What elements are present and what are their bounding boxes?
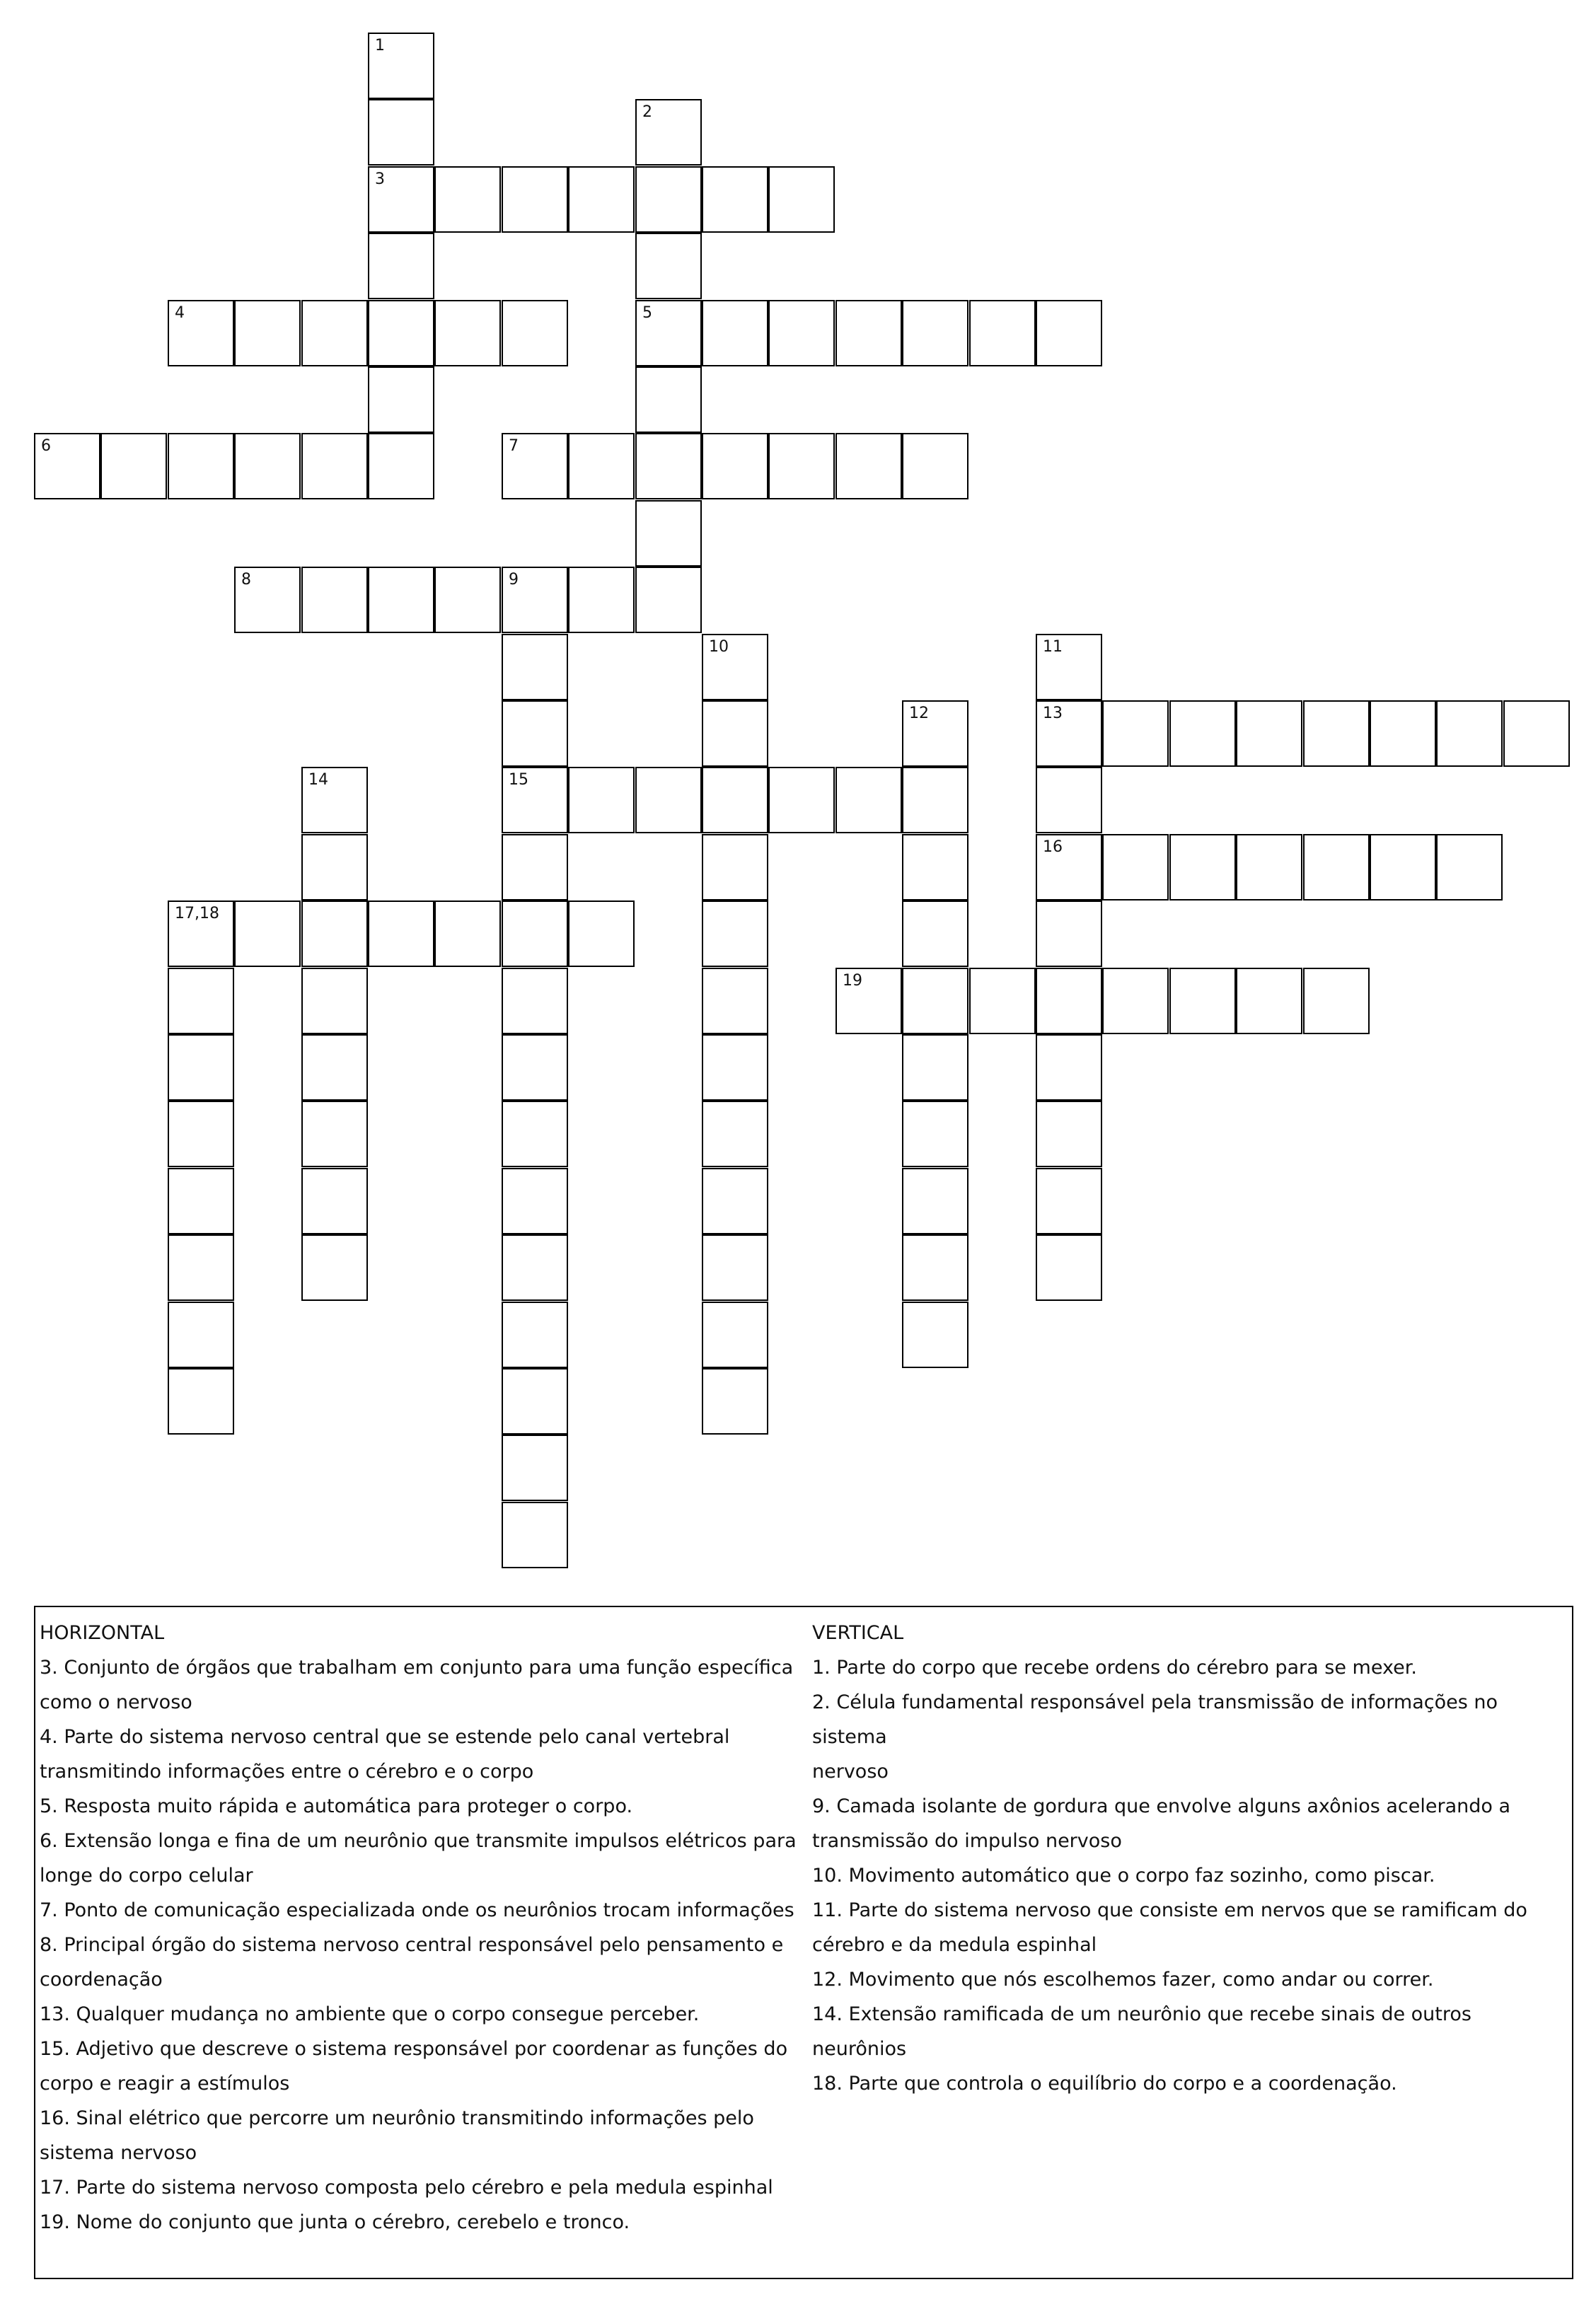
- crossword-cell[interactable]: [1303, 968, 1370, 1034]
- crossword-cell[interactable]: [301, 433, 368, 499]
- horizontal-clue-line: 3. Conjunto de órgãos que trabalham em conjunto para uma função específica: [40, 1657, 794, 1679]
- crossword-cell[interactable]: [635, 500, 702, 567]
- crossword-cell[interactable]: [768, 300, 835, 366]
- crossword-cell[interactable]: [301, 901, 368, 967]
- clue-number: 8: [241, 571, 251, 589]
- horizontal-clue-line: 13. Qualquer mudança no ambiente que o corpo consegue perceber.: [40, 2003, 700, 2025]
- crossword-cell[interactable]: [635, 567, 702, 633]
- crossword-cell[interactable]: [1036, 634, 1102, 700]
- horizontal-clue-line: 6. Extensão longa e fina de um neurônio que transmite impulsos elétricos para: [40, 1830, 797, 1852]
- clue-number: 5: [642, 304, 652, 322]
- horizontal-clue-line: transmitindo informações entre o cérebro e o corpo: [40, 1761, 534, 1783]
- crossword-cell[interactable]: [1036, 300, 1102, 366]
- crossword-cell[interactable]: [768, 767, 835, 833]
- crossword-cell[interactable]: [902, 1168, 968, 1234]
- crossword-cell[interactable]: [1169, 700, 1236, 767]
- horizontal-clues: [40, 1616, 804, 2240]
- crossword-cell[interactable]: [368, 99, 434, 166]
- crossword-cell[interactable]: [301, 1168, 368, 1234]
- crossword-cell[interactable]: [1436, 834, 1503, 901]
- crossword-cell[interactable]: [702, 767, 768, 833]
- crossword-cell[interactable]: [902, 433, 968, 499]
- crossword-cell[interactable]: [635, 300, 702, 366]
- crossword-cell[interactable]: [434, 567, 501, 633]
- crossword-cell[interactable]: [301, 968, 368, 1034]
- clue-number: 7: [509, 437, 519, 455]
- clue-number: 6: [41, 437, 51, 455]
- crossword-cell[interactable]: [702, 700, 768, 767]
- crossword-cell[interactable]: [835, 433, 902, 499]
- horizontal-heading: HORIZONTAL: [40, 1622, 165, 1644]
- clue-number: 10: [709, 638, 729, 656]
- horizontal-clue-line: 15. Adjetivo que descreve o sistema responsável por coordenar as funções do: [40, 2038, 788, 2060]
- crossword-cell[interactable]: [1503, 700, 1570, 767]
- crossword-cell[interactable]: [835, 300, 902, 366]
- crossword-cell[interactable]: [502, 634, 568, 700]
- crossword-cell[interactable]: [434, 166, 501, 233]
- crossword-cell[interactable]: [702, 1168, 768, 1234]
- crossword-cell[interactable]: [768, 166, 835, 233]
- clue-number: 13: [1043, 705, 1063, 722]
- crossword-cell[interactable]: [702, 901, 768, 967]
- crossword-cell[interactable]: [502, 700, 568, 767]
- vertical-clue-line: 9. Camada isolante de gordura que envolve alguns axônios acelerando a: [812, 1795, 1511, 1817]
- crossword-cell[interactable]: [502, 1101, 568, 1167]
- clue-number: 15: [509, 771, 528, 789]
- crossword-cell[interactable]: [635, 99, 702, 166]
- crossword-cell[interactable]: [568, 567, 635, 633]
- crossword-cell[interactable]: [902, 300, 968, 366]
- clue-number: 1: [375, 37, 385, 54]
- crossword-cell[interactable]: [502, 433, 568, 499]
- crossword-cell[interactable]: [502, 767, 568, 833]
- crossword-cell[interactable]: [1036, 1234, 1102, 1301]
- crossword-cell[interactable]: [1370, 700, 1436, 767]
- crossword-cell[interactable]: [768, 433, 835, 499]
- crossword-cell[interactable]: [168, 901, 234, 967]
- crossword-cell[interactable]: [502, 901, 568, 967]
- crossword-cell[interactable]: [568, 166, 635, 233]
- crossword-cell[interactable]: [635, 233, 702, 299]
- crossword-cell[interactable]: [1036, 968, 1102, 1034]
- vertical-clue-line: 1. Parte do corpo que recebe ordens do cérebro para se mexer.: [812, 1657, 1417, 1679]
- horizontal-clue-line: coordenação: [40, 1969, 163, 1991]
- crossword-cell[interactable]: [502, 567, 568, 633]
- horizontal-clue-line: 5. Resposta muito rápida e automática para proteger o corpo.: [40, 1795, 633, 1817]
- crossword-cell[interactable]: [1370, 834, 1436, 901]
- crossword-cell[interactable]: [702, 1234, 768, 1301]
- crossword-cell[interactable]: [1169, 834, 1236, 901]
- crossword-cell[interactable]: [902, 1302, 968, 1368]
- crossword-cell[interactable]: [702, 1034, 768, 1101]
- clue-number: 9: [509, 571, 519, 589]
- vertical-clue-line: transmissão do impulso nervoso: [812, 1830, 1122, 1852]
- vertical-clue-line: 14. Extensão ramificada de um neurônio que recebe sinais de outros neurônios: [812, 2003, 1471, 2060]
- crossword-cell[interactable]: [368, 366, 434, 433]
- crossword-cell[interactable]: [702, 300, 768, 366]
- crossword-cell[interactable]: [434, 300, 501, 366]
- crossword-cell[interactable]: [168, 1302, 234, 1368]
- clue-number: 14: [308, 771, 328, 789]
- crossword-cell[interactable]: [301, 567, 368, 633]
- vertical-clue-line: 11. Parte do sistema nervoso que consiste em nervos que se ramificam do: [812, 1899, 1527, 1921]
- crossword-cell[interactable]: [301, 767, 368, 833]
- crossword-cell[interactable]: [1036, 901, 1102, 967]
- crossword-cell[interactable]: [1303, 834, 1370, 901]
- clue-number: 19: [843, 972, 862, 990]
- crossword-cell[interactable]: [301, 1101, 368, 1167]
- crossword-cell[interactable]: [902, 1234, 968, 1301]
- crossword-cell[interactable]: [902, 700, 968, 767]
- crossword-cell[interactable]: [1036, 700, 1102, 767]
- clue-number: 4: [175, 304, 185, 322]
- horizontal-clue-line: sistema nervoso: [40, 2142, 197, 2164]
- crossword-cell[interactable]: [502, 1034, 568, 1101]
- crossword-cell[interactable]: [835, 767, 902, 833]
- crossword-cell[interactable]: [635, 433, 702, 499]
- crossword-cell[interactable]: [702, 834, 768, 901]
- crossword-cell[interactable]: [368, 901, 434, 967]
- crossword-cell[interactable]: [1303, 700, 1370, 767]
- vertical-clue-line: 10. Movimento automático que o corpo faz sozinho, como piscar.: [812, 1865, 1435, 1887]
- crossword-cell[interactable]: [1102, 834, 1169, 901]
- crossword-cell[interactable]: [1036, 1101, 1102, 1167]
- crossword-cell[interactable]: [835, 968, 902, 1034]
- crossword-cell[interactable]: [168, 968, 234, 1034]
- horizontal-clue-line: 4. Parte do sistema nervoso central que se estende pelo canal vertebral: [40, 1726, 730, 1748]
- crossword-cell[interactable]: [368, 567, 434, 633]
- crossword-cell[interactable]: [1036, 767, 1102, 833]
- crossword-cell[interactable]: [301, 834, 368, 901]
- horizontal-clue-line: 8. Principal órgão do sistema nervoso central responsável pelo pensamento e: [40, 1934, 784, 1956]
- crossword-cell[interactable]: [368, 433, 434, 499]
- crossword-cell[interactable]: [702, 634, 768, 700]
- crossword-cell[interactable]: [368, 233, 434, 299]
- crossword-cell[interactable]: [568, 901, 635, 967]
- crossword-cell[interactable]: [902, 834, 968, 901]
- crossword-cell[interactable]: [434, 901, 501, 967]
- crossword-cell[interactable]: [301, 300, 368, 366]
- crossword-cell[interactable]: [502, 166, 568, 233]
- clue-number: 16: [1043, 838, 1063, 856]
- horizontal-clue-line: corpo e reagir a estímulos: [40, 2073, 290, 2095]
- crossword-cell[interactable]: [568, 767, 635, 833]
- crossword-cell[interactable]: [902, 767, 968, 833]
- crossword-cell[interactable]: [502, 1168, 568, 1234]
- crossword-cell[interactable]: [702, 1302, 768, 1368]
- crossword-cell[interactable]: [902, 901, 968, 967]
- horizontal-clue-line: 17. Parte do sistema nervoso composta pelo cérebro e pela medula espinhal: [40, 2177, 773, 2199]
- crossword-cell[interactable]: [568, 433, 635, 499]
- horizontal-clue-line: longe do corpo celular: [40, 1865, 253, 1887]
- crossword-cell[interactable]: [168, 1034, 234, 1101]
- crossword-cell[interactable]: [301, 1034, 368, 1101]
- clue-number: 12: [909, 705, 929, 722]
- crossword-cell[interactable]: [635, 166, 702, 233]
- vertical-clue-line: 18. Parte que controla o equilíbrio do corpo e a coordenação.: [812, 2073, 1397, 2095]
- crossword-cell[interactable]: [635, 767, 702, 833]
- crossword-cell[interactable]: [1102, 968, 1169, 1034]
- crossword-cell[interactable]: [1102, 700, 1169, 767]
- crossword-cell[interactable]: [902, 1034, 968, 1101]
- horizontal-clue-line: 19. Nome do conjunto que junta o cérebro, cerebelo e tronco.: [40, 2211, 630, 2233]
- crossword-cell[interactable]: [234, 901, 301, 967]
- crossword-cell[interactable]: [502, 300, 568, 366]
- clues-box: [34, 1606, 1573, 2279]
- vertical-clue-line: 12. Movimento que nós escolhemos fazer, como andar ou correr.: [812, 1969, 1434, 1991]
- crossword-cell[interactable]: [969, 968, 1036, 1034]
- vertical-clue-line: nervoso: [812, 1761, 889, 1783]
- crossword-cell[interactable]: [502, 968, 568, 1034]
- crossword-cell[interactable]: [502, 1302, 568, 1368]
- crossword-cell[interactable]: [34, 433, 100, 499]
- crossword-cell[interactable]: [1036, 1168, 1102, 1234]
- crossword-cell[interactable]: [502, 834, 568, 901]
- crossword-cell[interactable]: [168, 1234, 234, 1301]
- horizontal-clue-line: como o nervoso: [40, 1691, 192, 1713]
- crossword-cell[interactable]: [502, 1368, 568, 1435]
- clue-number: 2: [642, 103, 652, 121]
- crossword-cell[interactable]: [502, 1435, 568, 1501]
- crossword-cell[interactable]: [1236, 700, 1302, 767]
- crossword-cell[interactable]: [902, 1101, 968, 1167]
- vertical-clues: [812, 1616, 1571, 2101]
- crossword-cell[interactable]: [168, 300, 234, 366]
- crossword-cell[interactable]: [969, 300, 1036, 366]
- crossword-cell[interactable]: [702, 433, 768, 499]
- crossword-cell[interactable]: [1236, 834, 1302, 901]
- clue-number: 17,18: [175, 905, 219, 922]
- crossword-cell[interactable]: [702, 968, 768, 1034]
- crossword-cell[interactable]: [368, 33, 434, 99]
- vertical-clue-line: cérebro e da medula espinhal: [812, 1934, 1097, 1956]
- crossword-cell[interactable]: [168, 433, 234, 499]
- crossword-cell[interactable]: [902, 968, 968, 1034]
- clue-number: 3: [375, 170, 385, 188]
- crossword-cell[interactable]: [502, 1502, 568, 1568]
- crossword-cell[interactable]: [1436, 700, 1503, 767]
- crossword-cell[interactable]: [502, 1234, 568, 1301]
- crossword-cell[interactable]: [1169, 968, 1236, 1034]
- crossword-cell[interactable]: [234, 567, 301, 633]
- crossword-cell[interactable]: [368, 166, 434, 233]
- horizontal-clue-line: 16. Sinal elétrico que percorre um neurônio transmitindo informações pelo: [40, 2107, 754, 2129]
- clue-number: 11: [1043, 638, 1063, 656]
- crossword-cell[interactable]: [1036, 834, 1102, 901]
- crossword-cell[interactable]: [702, 166, 768, 233]
- crossword-cell[interactable]: [168, 1168, 234, 1234]
- crossword-cell[interactable]: [234, 433, 301, 499]
- vertical-clue-line: 2. Célula fundamental responsável pela transmissão de informações no sistema: [812, 1691, 1498, 1748]
- crossword-cell[interactable]: [1236, 968, 1302, 1034]
- crossword-cell[interactable]: [168, 1368, 234, 1435]
- crossword-cell[interactable]: [702, 1368, 768, 1435]
- crossword-cell[interactable]: [301, 1234, 368, 1301]
- crossword-cell[interactable]: [635, 366, 702, 433]
- vertical-heading: VERTICAL: [812, 1622, 904, 1644]
- horizontal-clue-line: 7. Ponto de comunicação especializada onde os neurônios trocam informações: [40, 1899, 794, 1921]
- crossword-cell[interactable]: [234, 300, 301, 366]
- crossword-cell[interactable]: [100, 433, 167, 499]
- crossword-cell[interactable]: [368, 300, 434, 366]
- crossword-cell[interactable]: [1036, 1034, 1102, 1101]
- crossword-cell[interactable]: [702, 1101, 768, 1167]
- crossword-cell[interactable]: [168, 1101, 234, 1167]
